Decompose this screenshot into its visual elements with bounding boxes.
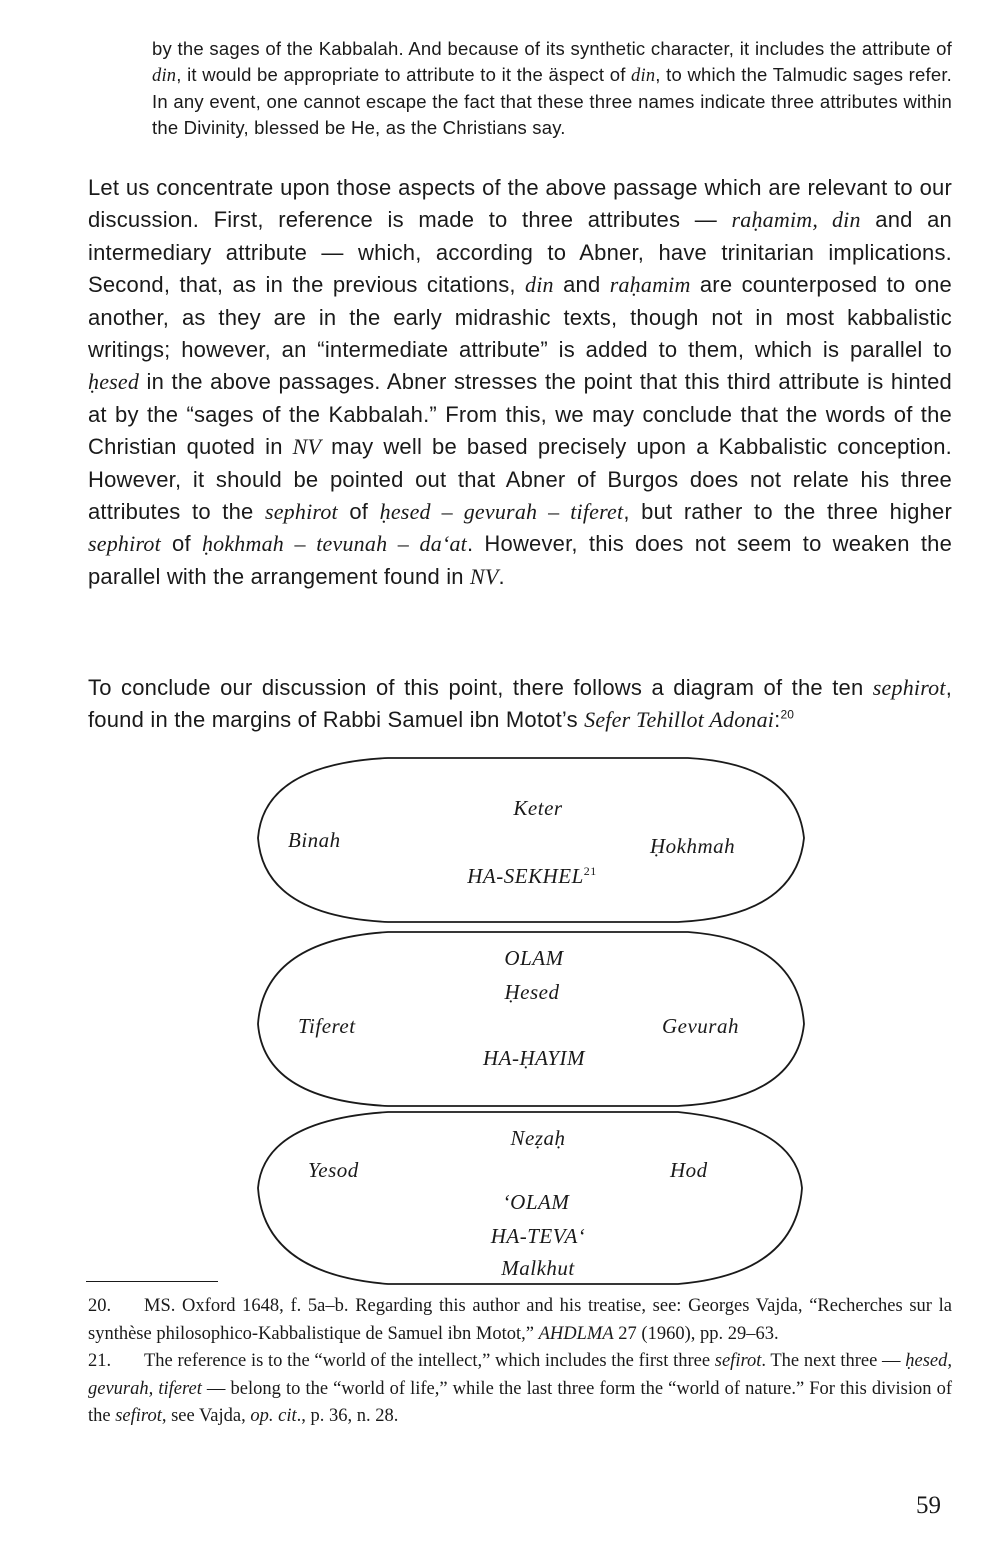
quote-text: by the sages of the Kabbalah. And because of its synthetic character, it includes the attribute of bbox=[152, 38, 952, 59]
ha-sekhel-text: HA-SEKHEL bbox=[467, 864, 584, 888]
text: may well be based precisely upon a Kabbalistic conception. However, it should be pointed out that Abner of Burgos does not relate his three attributes to the bbox=[88, 434, 952, 525]
footnotes bbox=[88, 1293, 952, 1431]
sephirot-diagram bbox=[248, 752, 818, 1292]
text: , but rather to the three higher bbox=[623, 499, 952, 525]
paragraph-2 bbox=[88, 672, 952, 737]
text: Let us concentrate upon those aspects of the above passage which are relevant to our discussion. First, reference is made to three attributes — bbox=[88, 175, 952, 233]
text: ., p. 36, n. 28. bbox=[296, 1406, 399, 1426]
footnote-20 bbox=[88, 1293, 952, 1348]
italic-term: din bbox=[525, 272, 554, 298]
footnote-number: 20. bbox=[88, 1296, 112, 1316]
footnote-21 bbox=[88, 1348, 952, 1431]
text: . The next three — bbox=[761, 1351, 906, 1371]
italic-term: ḥesed bbox=[88, 369, 140, 395]
text: of bbox=[337, 499, 380, 525]
label-hokhmah: Ḥokhmah bbox=[650, 834, 736, 858]
italic-term: sefirot bbox=[115, 1406, 162, 1426]
text: and bbox=[553, 272, 610, 298]
text: of bbox=[160, 531, 202, 557]
footnote-ref-20[interactable]: 20 bbox=[780, 708, 795, 723]
label-nezah: Neẓaḥ bbox=[510, 1126, 566, 1150]
italic-term: sephirot bbox=[88, 531, 161, 557]
italic-term: NV bbox=[470, 563, 499, 589]
label-ha-sekhel bbox=[467, 864, 597, 889]
italic-term: AHDLMA bbox=[538, 1323, 614, 1344]
italic-term: sephirot bbox=[264, 499, 338, 525]
text: . bbox=[498, 563, 505, 589]
label-hod: Hod bbox=[670, 1158, 708, 1182]
paragraph-1 bbox=[88, 172, 952, 593]
label-ha-teva: HA-TEVA‘ bbox=[490, 1224, 586, 1248]
text: The reference is to the “world of the intellect,” which includes the first three bbox=[144, 1351, 715, 1371]
label-keter: Keter bbox=[513, 796, 563, 820]
label-olam-1: OLAM bbox=[504, 946, 564, 970]
italic-term: raḥamim, din bbox=[731, 207, 861, 233]
label-tiferet: Tiferet bbox=[298, 1014, 356, 1038]
label-ha-hayim: HA-ḤAYIM bbox=[483, 1046, 585, 1070]
footnote-divider bbox=[86, 1281, 218, 1282]
page-number: 59 bbox=[916, 1492, 941, 1519]
text: and an intermediary attribute — which, according to Abner, have trinitarian implications. Second, that, as in the previous citations, bbox=[88, 207, 952, 298]
text: 27 (1960), pp. 29–63. bbox=[613, 1323, 779, 1344]
block-quote bbox=[152, 36, 952, 141]
text: : bbox=[774, 707, 781, 733]
text: . However, this does not seem to weaken the parallel with the arrangement found in bbox=[88, 531, 952, 589]
italic-term: ḥokhmah – tevunah – da‘at bbox=[201, 531, 467, 557]
footnote-number: 21. bbox=[88, 1351, 112, 1371]
label-binah: Binah bbox=[288, 828, 341, 852]
italic-term: raḥamim bbox=[609, 272, 691, 298]
quote-text: , to which the Talmudic sages refer. In any event, one cannot escape the fact that these three names indicate three attributes within the Divinity, blessed be He, as the Christians say. bbox=[152, 64, 953, 138]
footnote-ref-21[interactable]: 21 bbox=[583, 864, 597, 878]
label-malkhut: Malkhut bbox=[501, 1256, 575, 1280]
text: MS. Oxford 1648, f. 5a–b. Regarding this author and his treatise, see: Georges Vajda, “Recherches sur la synthèse philosophico-Kabbalistique de Samuel ibn Motot,” bbox=[88, 1296, 952, 1344]
quote-text: , it would be appropriate to attribute to it the äspect of bbox=[176, 64, 632, 85]
text: in the above passages. Abner stresses the point that this third attribute is hinted at by the “sages of the Kabbalah.” From this, we may conclude that the words of the Christian quoted in bbox=[88, 369, 952, 460]
italic-term: sephirot bbox=[872, 675, 946, 700]
text: , found in the margins of Rabbi Samuel ibn Motot’s bbox=[88, 675, 952, 733]
quote-italic: din bbox=[631, 66, 656, 86]
italic-term: ḥesed – gevurah – tiferet bbox=[379, 499, 624, 525]
italic-term: sefirot bbox=[714, 1351, 762, 1371]
book-title: Sefer Tehillot Adonai bbox=[584, 707, 775, 733]
text: — belong to the “world of life,” while the last three form the “world of nature.” For this division of the bbox=[88, 1378, 952, 1426]
text: , see Vajda, bbox=[161, 1406, 251, 1426]
label-olam-2: ‘OLAM bbox=[502, 1190, 570, 1214]
text: To conclude our discussion of this point, there follows a diagram of the ten bbox=[88, 675, 873, 700]
italic-term: NV bbox=[292, 434, 322, 460]
text: are counterposed to one another, as they are in the early midrashic texts, though not in most kabbalistic writings; however, an “intermediate attribute” is added to them, which is parallel to bbox=[88, 272, 952, 363]
quote-italic: din bbox=[152, 66, 177, 86]
italic-term: ḥesed, gevurah, tiferet bbox=[88, 1351, 952, 1399]
label-gevurah: Gevurah bbox=[662, 1014, 739, 1038]
italic-term: op. cit bbox=[250, 1406, 297, 1426]
label-hesed: Ḥesed bbox=[504, 980, 560, 1004]
label-yesod: Yesod bbox=[308, 1158, 359, 1182]
